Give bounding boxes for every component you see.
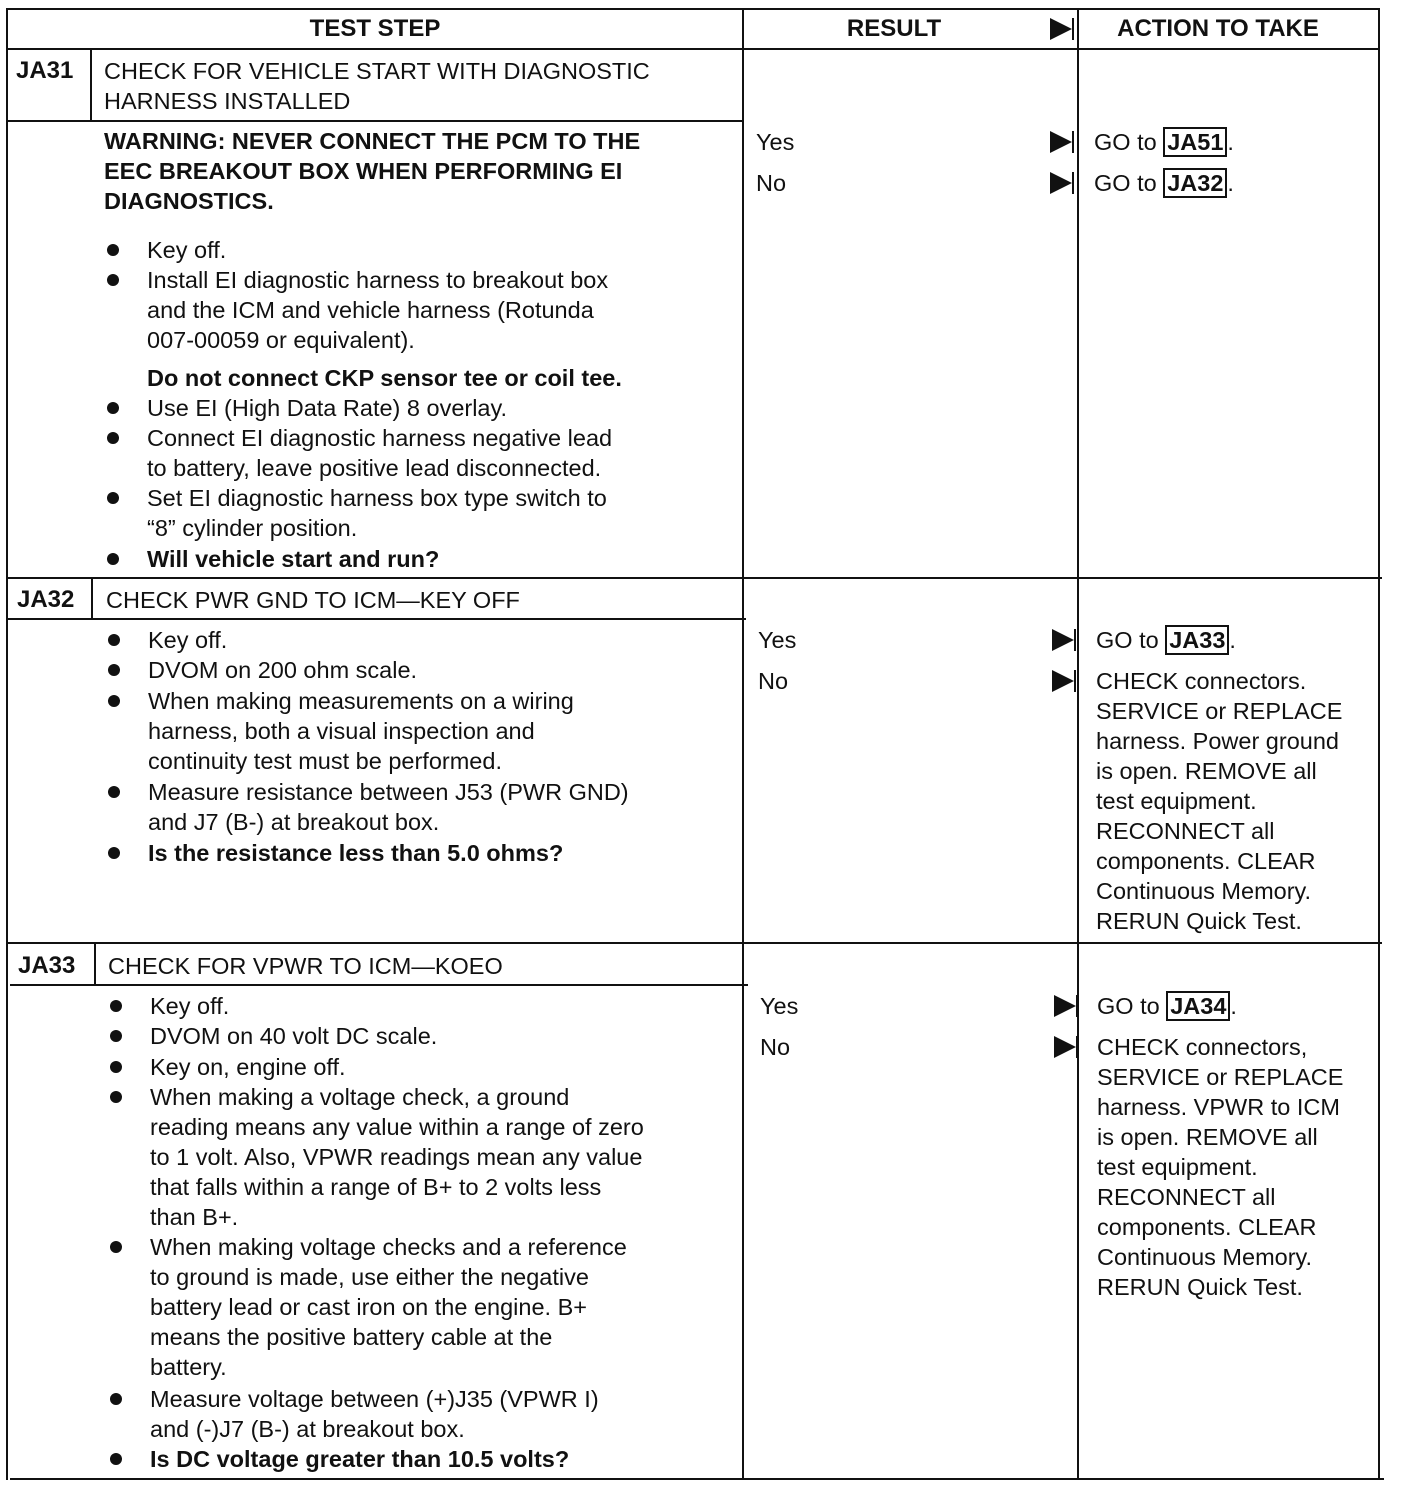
action-prefix: GO to <box>1094 170 1157 196</box>
action-prefix: GO to <box>1096 627 1159 653</box>
bullet-line: harness, both a visual inspection and <box>148 718 535 744</box>
table-border-top <box>6 8 1378 10</box>
id-divider-ja33 <box>94 944 96 986</box>
step-bullet <box>147 483 607 543</box>
bullet-line: “8” cylinder position. <box>147 515 358 541</box>
action-line: Continuous Memory. <box>1097 1244 1313 1270</box>
action-line: test equipment. <box>1097 1154 1258 1180</box>
step-question <box>148 838 563 868</box>
action-line: is open. REMOVE all <box>1096 758 1317 784</box>
action-line: harness. VPWR to ICM <box>1097 1094 1340 1120</box>
action-line: CHECK connectors. <box>1096 668 1307 694</box>
step-title-line: CHECK PWR GND TO ICM—KEY OFF <box>106 587 520 613</box>
title-divider-ja31 <box>6 120 742 122</box>
bullet-icon <box>107 274 119 286</box>
action-suffix: . <box>1227 170 1234 196</box>
step-reference-link[interactable]: JA34 <box>1166 991 1230 1021</box>
step-question <box>150 1444 569 1474</box>
result-yes: Yes <box>758 627 797 653</box>
bullet-line: Key off. <box>147 237 227 263</box>
bullet-line: Key on, engine off. <box>150 1054 346 1080</box>
action-line: harness. Power ground <box>1096 728 1339 754</box>
action-prefix: GO to <box>1094 129 1157 155</box>
arrow-bar <box>1074 670 1076 692</box>
warning-line: DIAGNOSTICS. <box>104 188 274 214</box>
step-reference-link[interactable]: JA33 <box>1165 625 1229 655</box>
step-title-line: HARNESS INSTALLED <box>104 88 351 114</box>
table-border-bottom <box>10 1478 1384 1480</box>
header-test-step: TEST STEP <box>309 15 441 42</box>
step-note: Do not connect CKP sensor tee or coil tee. <box>147 365 622 391</box>
step-bullet <box>148 655 417 685</box>
bullet-line: and (-)J7 (B-) at breakout box. <box>150 1416 465 1442</box>
bullet-line: means the positive battery cable at the <box>150 1324 553 1350</box>
action-line: RERUN Quick Test. <box>1096 908 1302 934</box>
bullet-icon <box>108 847 120 859</box>
action-line: components. CLEAR <box>1096 848 1316 874</box>
bullet-line: to 1 volt. Also, VPWR readings mean any value <box>150 1144 643 1170</box>
step-bullet <box>150 1384 599 1444</box>
warning-text <box>104 126 640 216</box>
arrow-icon <box>1054 995 1076 1017</box>
bullet-icon <box>107 244 119 256</box>
arrow-icon <box>1054 1036 1076 1058</box>
bullet-icon <box>110 1241 122 1253</box>
bullet-icon <box>110 1453 122 1465</box>
header-divider <box>6 48 1378 50</box>
action-goto-ja34 <box>1097 991 1237 1021</box>
step-bullet <box>147 235 226 265</box>
action-line: SERVICE or REPLACE <box>1096 698 1343 724</box>
action-line: components. CLEAR <box>1097 1214 1317 1240</box>
action-line: SERVICE or REPLACE <box>1097 1064 1344 1090</box>
action-line: CHECK connectors, <box>1097 1034 1308 1060</box>
step-bullet <box>150 1082 644 1232</box>
arrow-bar <box>1072 131 1074 153</box>
bullet-icon <box>108 664 120 676</box>
bullet-line: 007-00059 or equivalent). <box>147 327 415 353</box>
bullet-line: When making measurements on a wiring <box>148 688 574 714</box>
header-action: ACTION TO TAKE <box>1117 15 1319 42</box>
warning-line: WARNING: NEVER CONNECT THE PCM TO THE <box>104 128 641 154</box>
action-goto-ja33 <box>1096 625 1236 655</box>
step-id-ja32: JA32 <box>17 586 75 613</box>
step-id-ja33: JA33 <box>18 952 76 979</box>
step-bullet <box>150 1021 437 1051</box>
step-bullet <box>148 686 574 776</box>
action-no-ja33 <box>1097 1032 1343 1302</box>
result-no: No <box>758 668 789 694</box>
arrow-bar <box>1074 629 1076 651</box>
bullet-line: battery lead or cast iron on the engine. B+ <box>150 1294 587 1320</box>
bullet-line: DVOM on 200 ohm scale. <box>148 657 418 683</box>
bullet-line: to ground is made, use either the negative <box>150 1264 589 1290</box>
action-line: is open. REMOVE all <box>1097 1124 1318 1150</box>
step-title-ja33 <box>108 951 503 981</box>
arrow-bar <box>1076 995 1078 1017</box>
step-bullet <box>150 1052 346 1082</box>
arrow-icon <box>1050 172 1072 194</box>
title-divider-ja33 <box>10 984 748 986</box>
warning-line: EEC BREAKOUT BOX WHEN PERFORMING EI <box>104 158 623 184</box>
bullet-icon <box>108 786 120 798</box>
row-divider-2 <box>8 942 1382 944</box>
bullet-icon <box>110 1061 122 1073</box>
result-yes: Yes <box>760 993 799 1019</box>
bullet-line: Connect EI diagnostic harness negative lead <box>147 425 613 451</box>
step-reference-link[interactable]: JA51 <box>1163 127 1227 157</box>
bullet-line: that falls within a range of B+ to 2 volts less <box>150 1174 602 1200</box>
bullet-icon <box>110 1393 122 1405</box>
bullet-line: to battery, leave positive lead disconnected. <box>147 455 602 481</box>
header-arrow-icon <box>1050 18 1072 40</box>
bullet-icon <box>108 634 120 646</box>
bullet-line: Is DC voltage greater than 10.5 volts? <box>150 1446 570 1472</box>
col-divider-action <box>1077 8 1079 1480</box>
bullet-line: reading means any value within a range of zero <box>150 1114 644 1140</box>
step-bullet <box>147 393 507 423</box>
step-bullet <box>150 1232 627 1382</box>
arrow-icon <box>1050 131 1072 153</box>
result-no: No <box>756 170 787 196</box>
step-question <box>147 544 439 574</box>
arrow-icon <box>1052 670 1074 692</box>
bullet-line: and the ICM and vehicle harness (Rotunda <box>147 297 594 323</box>
id-divider-ja32 <box>91 579 93 620</box>
bullet-line: battery. <box>150 1354 227 1380</box>
arrow-bar <box>1076 1036 1078 1058</box>
bullet-icon <box>107 432 119 444</box>
bullet-line: than B+. <box>150 1204 239 1230</box>
step-title-line: CHECK FOR VEHICLE START WITH DIAGNOSTIC <box>104 58 650 84</box>
step-bullet <box>147 265 608 355</box>
bullet-line: Use EI (High Data Rate) 8 overlay. <box>147 395 508 421</box>
step-title-ja32 <box>106 585 520 615</box>
bullet-line: Key off. <box>148 627 228 653</box>
header-result: RESULT <box>846 15 942 42</box>
action-line: RECONNECT all <box>1097 1184 1276 1210</box>
table-border-right <box>1378 8 1380 1480</box>
bullet-line: and J7 (B-) at breakout box. <box>148 809 440 835</box>
action-line: RERUN Quick Test. <box>1097 1274 1303 1300</box>
bullet-line: Will vehicle start and run? <box>147 546 440 572</box>
bullet-icon <box>108 695 120 707</box>
bullet-line: Key off. <box>150 993 230 1019</box>
bullet-line: Set EI diagnostic harness box type switch to <box>147 485 607 511</box>
bullet-icon <box>110 1000 122 1012</box>
arrow-bar <box>1072 172 1074 194</box>
bullet-icon <box>110 1030 122 1042</box>
action-suffix: . <box>1227 129 1234 155</box>
arrow-icon <box>1052 629 1074 651</box>
bullet-line: DVOM on 40 volt DC scale. <box>150 1023 438 1049</box>
step-id-ja31: JA31 <box>16 57 74 84</box>
col-divider-result <box>742 8 744 1480</box>
action-line: RECONNECT all <box>1096 818 1275 844</box>
step-bullet <box>148 777 629 837</box>
row-divider-1 <box>6 577 1382 579</box>
step-bullet <box>148 625 227 655</box>
action-suffix: . <box>1230 993 1237 1019</box>
result-no: No <box>760 1034 791 1060</box>
action-suffix: . <box>1229 627 1236 653</box>
step-title-line: CHECK FOR VPWR TO ICM—KOEO <box>108 953 503 979</box>
header-arrow-bar <box>1072 18 1074 40</box>
bullet-line: continuity test must be performed. <box>148 748 502 774</box>
table-border-left <box>6 8 8 1480</box>
step-bullet <box>147 423 612 483</box>
step-reference-link[interactable]: JA32 <box>1163 168 1227 198</box>
id-divider-ja31 <box>90 50 92 122</box>
action-line: test equipment. <box>1096 788 1257 814</box>
action-line: Continuous Memory. <box>1096 878 1312 904</box>
title-divider-ja32 <box>8 618 746 620</box>
bullet-line: When making voltage checks and a reference <box>150 1234 627 1260</box>
action-prefix: GO to <box>1097 993 1160 1019</box>
bullet-line: Measure voltage between (+)J35 (VPWR I) <box>150 1386 599 1412</box>
bullet-line: Is the resistance less than 5.0 ohms? <box>148 840 564 866</box>
action-goto-ja51 <box>1094 127 1234 157</box>
bullet-icon <box>107 492 119 504</box>
action-no-ja32 <box>1096 666 1342 936</box>
bullet-line: Install EI diagnostic harness to breakout box <box>147 267 609 293</box>
step-bullet <box>150 991 229 1021</box>
action-goto-ja32 <box>1094 168 1234 198</box>
bullet-icon <box>107 402 119 414</box>
step-title-ja31 <box>104 56 650 116</box>
bullet-line: Measure resistance between J53 (PWR GND) <box>148 779 629 805</box>
bullet-icon <box>107 553 119 565</box>
bullet-line: When making a voltage check, a ground <box>150 1084 570 1110</box>
bullet-icon <box>110 1091 122 1103</box>
result-yes: Yes <box>756 129 795 155</box>
